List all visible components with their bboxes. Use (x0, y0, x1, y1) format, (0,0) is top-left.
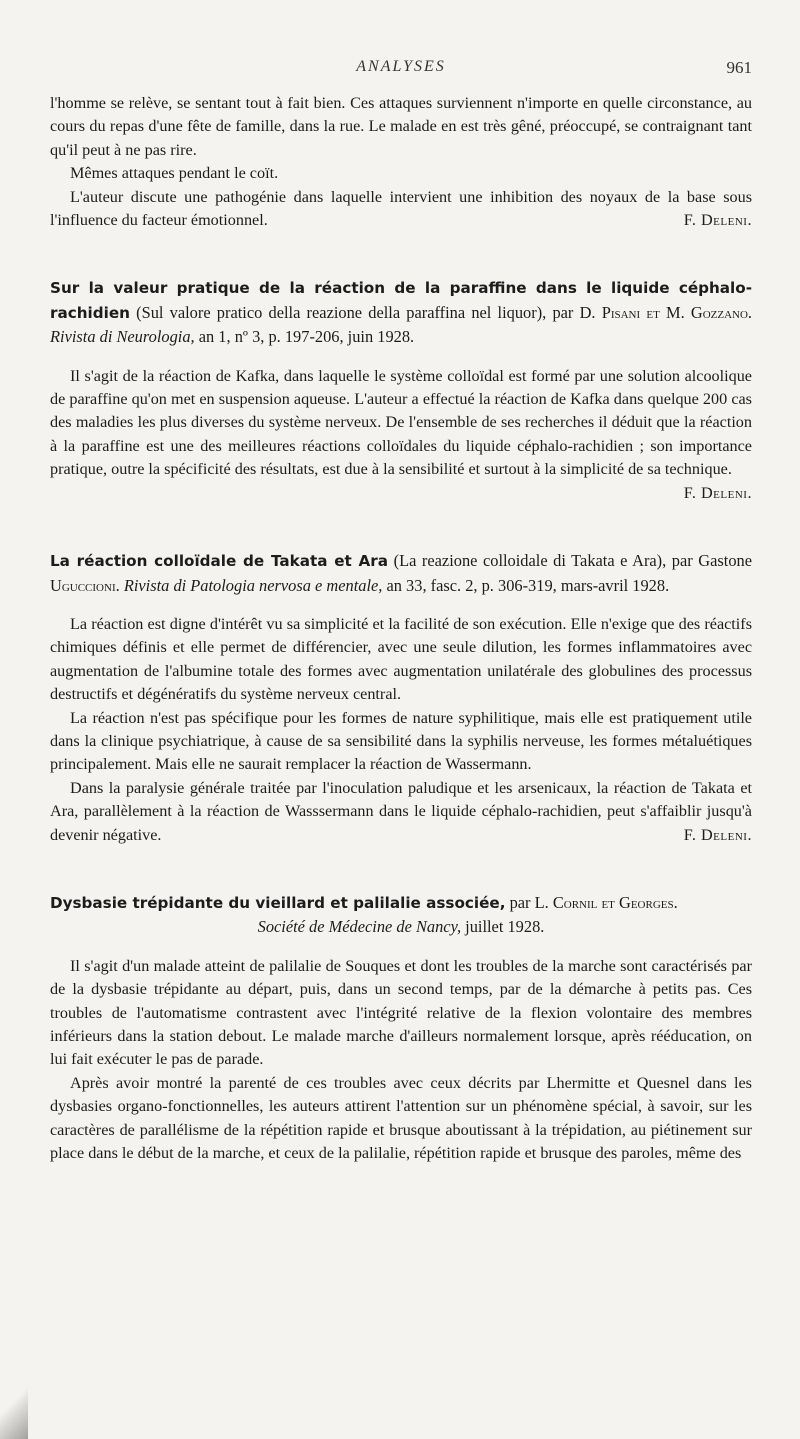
article-authors: L. Cornil et Georges. (534, 892, 678, 912)
running-head (50, 58, 752, 92)
article-source-line (50, 915, 752, 938)
article-heading (50, 276, 752, 348)
paragraph: Il s'agit d'un malade atteint de palilalie de Souques et dont les troubles de la marche sont caractérisés par de la dysbasie trépidante au départ, puis, dans un second temps, par de la démarche à petits pas. Ces troubles de l'automatisme contrastent avec l'intégrité relative de la flexion volontaire des membres inférieurs dans la station debout. Le malade marche d'ailleurs normalement lorsque, après rééducation, on lui fait exécuter le pas de parade. (50, 956, 752, 1069)
article-paraffine (50, 276, 752, 505)
paragraph (50, 186, 752, 233)
article-title: La réaction colloïdale de Takata et Ara (50, 552, 389, 571)
paragraph-text: L'auteur discute une pathogénie dans laquelle intervient une inhibition des noyaux de la base sous l'influence du facteur émotionnel. (50, 187, 752, 230)
paragraph (50, 365, 752, 502)
original-title: par (505, 892, 535, 912)
article-details: an 1, nº 3, p. 197-206, juin 1928. (194, 327, 415, 347)
signature: F. Deleni. (683, 483, 752, 502)
original-title: (La reazione colloidale di Takata e Ara), par Gastone (388, 551, 752, 571)
article-heading (50, 891, 752, 939)
article-source: Rivista di Patologia nervosa e mentale, (123, 575, 383, 595)
article-details: an 33, fasc. 2, p. 306-319, mars-avril 1928. (382, 575, 670, 595)
article-source: Société de Médecine de Nancy, (257, 917, 462, 937)
page-number: 961 (726, 58, 752, 77)
article-source: Rivista di Neurologia, (50, 327, 195, 347)
continuation-section (50, 92, 752, 232)
article-title: Dysbasie trépidante du vieillard et palilalie associée, (50, 893, 506, 912)
paragraph: Mêmes attaques pendant le coït. (70, 164, 279, 183)
paragraph: La réaction est digne d'intérêt vu sa simplicité et la facilité de son exécution. Elle n'exige que des réactifs chimiques définis et elle permet de différencier, avec une seule dilution, les formes inflammatoires avec augmentation de l'albumine totale des formes avec augmentation unilatérale des globulines des processus destructifs et dégénératifs du système nerveux central. (50, 614, 752, 704)
paragraph: l'homme se relève, se sentant tout à fait bien. Ces attaques surviennent n'importe en quelle circonstance, au cours du repas d'une fête de famille, dans la rue. Le malade en est très gêné, préoccupé, se contraignant tant qu'il peut à ne pas rire. (50, 94, 752, 159)
article-details: juillet 1928. (461, 917, 545, 937)
paragraph: La réaction n'est pas spécifique pour les formes de nature syphilitique, mais elle est pratiquement utile dans la clinique psychiatrique, à cause de sa sensibilité dans la syphilis nerveuse, les formes métaluétiques principalement. Mais elle ne saurait remplacer la réaction de Wassermann. (50, 708, 752, 774)
signature: F. Deleni. (683, 211, 752, 230)
paragraph: Après avoir montré la parenté de ces troubles avec ceux décrits par Lhermitte et Quesnel dans les dysbasies organo-fonctionnelles, les auteurs attirent l'attention sur un phénomène spécial, à savoir, sur les caractères de parallélisme de la répétition rapide et brusque aboutissant à la trépidation, au piétinement sur place dans le début de la marche, et ceux de la palilalie, répétition rapide et brusque des paroles, même des (50, 1073, 752, 1163)
paragraph-text: Dans la paralysie générale traitée par l'inoculation paludique et les arsenicaux, la réaction de Takata et Ara, parallèlement à la réaction de Wasssermann dans le liquide céphalo-rachidien, peut s'affaiblir jusqu'à devenir négative. (50, 778, 752, 844)
paragraph (50, 777, 752, 847)
article-authors: D. Pisani et M. Gozzano. (579, 302, 753, 322)
signature: F. Deleni. (683, 825, 752, 844)
original-title: (Sul valore pratico della reazione della paraffina nel liquor), par (129, 302, 580, 322)
article-dysbasie (50, 891, 752, 1165)
article-authors: Uguccioni. (50, 575, 120, 595)
page-edge-shadow (0, 1379, 28, 1439)
article-takata-ara (50, 549, 752, 847)
paragraph-text: Il s'agit de la réaction de Kafka, dans laquelle le système colloïdal est formé par une solution alcoolique de paraffine qu'on met en suspension aqueuse. L'auteur a effectué la réaction de Kafka dans quelque 200 cas des maladies les plus diverses du système nerveux. De l'ensemble de ses recherches il déduit que la réaction à la paraffine est une des meilleures réactions colloïdales du liquide céphalo-rachidien ; son importance pratique, outre la spécificité des résultats, est due à la sensibilité et surtout à la simplicité de sa technique. (50, 366, 752, 479)
article-heading (50, 549, 752, 597)
running-head-title: ANALYSES (356, 58, 446, 75)
journal-page (50, 58, 752, 1165)
article-title: Sur la valeur pratique de la réaction de la paraffine dans le liquide céphalo-rachidien (50, 279, 752, 322)
